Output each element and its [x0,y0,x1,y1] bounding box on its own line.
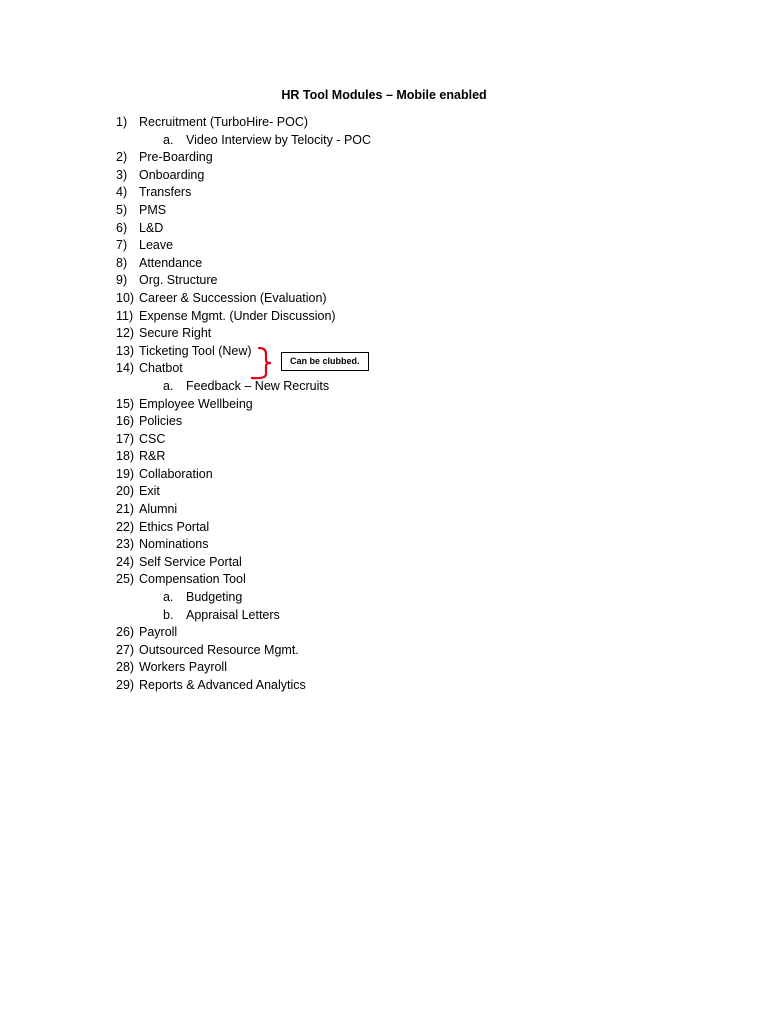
list-item-label: Career & Succession (Evaluation) [139,290,327,305]
list-item-label: Payroll [139,625,178,640]
module-list [0,114,768,695]
list-item [0,413,768,431]
list-item-number: 19) [116,466,135,481]
list-item [0,237,768,255]
list-item-number: 29) [116,678,135,692]
list-item [0,624,768,642]
list-item-label: Transfers [139,185,192,200]
list-item [0,167,768,185]
list-item-number: 27) [116,642,135,657]
list-item-number: 21) [116,502,135,517]
list-item-number: 13) [116,343,135,358]
list-item [0,325,768,343]
list-item [0,677,768,695]
list-item-label: Leave [139,238,174,253]
list-item-label: Compensation Tool [139,572,246,587]
list-item-label: Alumni [139,502,178,517]
list-item-number: 12) [116,326,135,341]
list-item [0,448,768,466]
list-item-number: 20) [116,484,135,499]
list-item-number: 5) [116,202,128,217]
list-item-number: 28) [116,660,135,675]
list-item [0,255,768,273]
curly-brace-annotation-icon [249,345,275,381]
page-title: HR Tool Modules – Mobile enabled [281,88,487,102]
list-item-label: Workers Payroll [139,660,227,675]
annotation-note-box [281,352,369,371]
list-item [0,308,768,326]
list-item-label: Outsourced Resource Mgmt. [139,642,299,657]
list-item [0,483,768,501]
list-item-number: 1) [116,115,128,129]
list-item-number: 2) [116,150,128,165]
list-item-label: Feedback – New Recruits [186,378,330,393]
list-item-number: 9) [116,273,128,288]
list-item-number: b. [163,607,174,622]
list-item-label: Recruitment (TurboHire- POC) [139,115,309,129]
list-item [0,571,768,589]
list-item [0,184,768,202]
list-item-label: Org. Structure [139,273,218,288]
list-item-number: 22) [116,519,135,534]
list-item [0,396,768,414]
list-item [0,220,768,238]
list-item [0,272,768,290]
list-item-number: 11) [116,308,134,323]
sub-list-item [0,607,768,625]
list-item [0,202,768,220]
list-item-number: 15) [116,396,135,411]
list-item-label: Policies [139,414,183,429]
list-item-number: 17) [116,431,135,446]
list-item-number: 26) [116,625,135,640]
list-item [0,290,768,308]
list-item [0,519,768,537]
list-item-number: 4) [116,185,128,200]
list-item-number: 16) [116,414,135,429]
list-item-label: Appraisal Letters [186,607,280,622]
sub-list-item [0,378,768,396]
list-item-number: 7) [116,238,128,253]
list-item-number: 24) [116,554,135,569]
list-item-label: Expense Mgmt. (Under Discussion) [139,308,336,323]
list-item-label: Reports & Advanced Analytics [139,678,306,692]
list-item-number: 6) [116,220,128,235]
list-item-number: a. [163,378,174,393]
annotation-note-text: Can be clubbed. [290,356,360,366]
list-item [0,360,768,378]
list-item-number: 25) [116,572,135,587]
sub-list-item [0,132,768,150]
list-item-label: Ethics Portal [139,519,210,534]
list-item-label: Collaboration [139,466,213,481]
list-item [0,343,768,361]
list-item-number: 8) [116,255,128,270]
list-item [0,501,768,519]
list-item-label: Ticketing Tool (New) [139,343,252,358]
list-item [0,659,768,677]
list-item-number: a. [163,132,174,147]
list-item-number: 23) [116,537,135,552]
list-item-label: PMS [139,202,167,217]
list-item-label: Attendance [139,255,203,270]
list-item-number: 18) [116,449,135,464]
list-item-number: 3) [116,167,128,182]
list-item-number: 14) [116,361,135,376]
list-item-label: Exit [139,484,160,499]
list-item-label: Secure Right [139,326,212,341]
list-item-number: a. [163,590,174,605]
list-item [0,466,768,484]
list-item [0,642,768,660]
list-item-label: L&D [139,220,164,235]
list-item-label: Self Service Portal [139,554,242,569]
list-item [0,554,768,572]
list-item-label: Nominations [139,537,209,552]
list-item-label: Budgeting [186,590,243,605]
list-item-label: Onboarding [139,167,205,182]
list-item-label: Employee Wellbeing [139,396,253,411]
sub-list-item [0,589,768,607]
list-item-label: Pre-Boarding [139,150,213,165]
list-item-label: Chatbot [139,361,183,376]
list-item-label: CSC [139,431,166,446]
list-item-label: Video Interview by Telocity - POC [186,132,372,147]
list-item-number: 10) [116,290,135,305]
list-item [0,431,768,449]
list-item [0,536,768,554]
list-item-label: R&R [139,449,166,464]
list-item [0,114,768,132]
list-item [0,149,768,167]
